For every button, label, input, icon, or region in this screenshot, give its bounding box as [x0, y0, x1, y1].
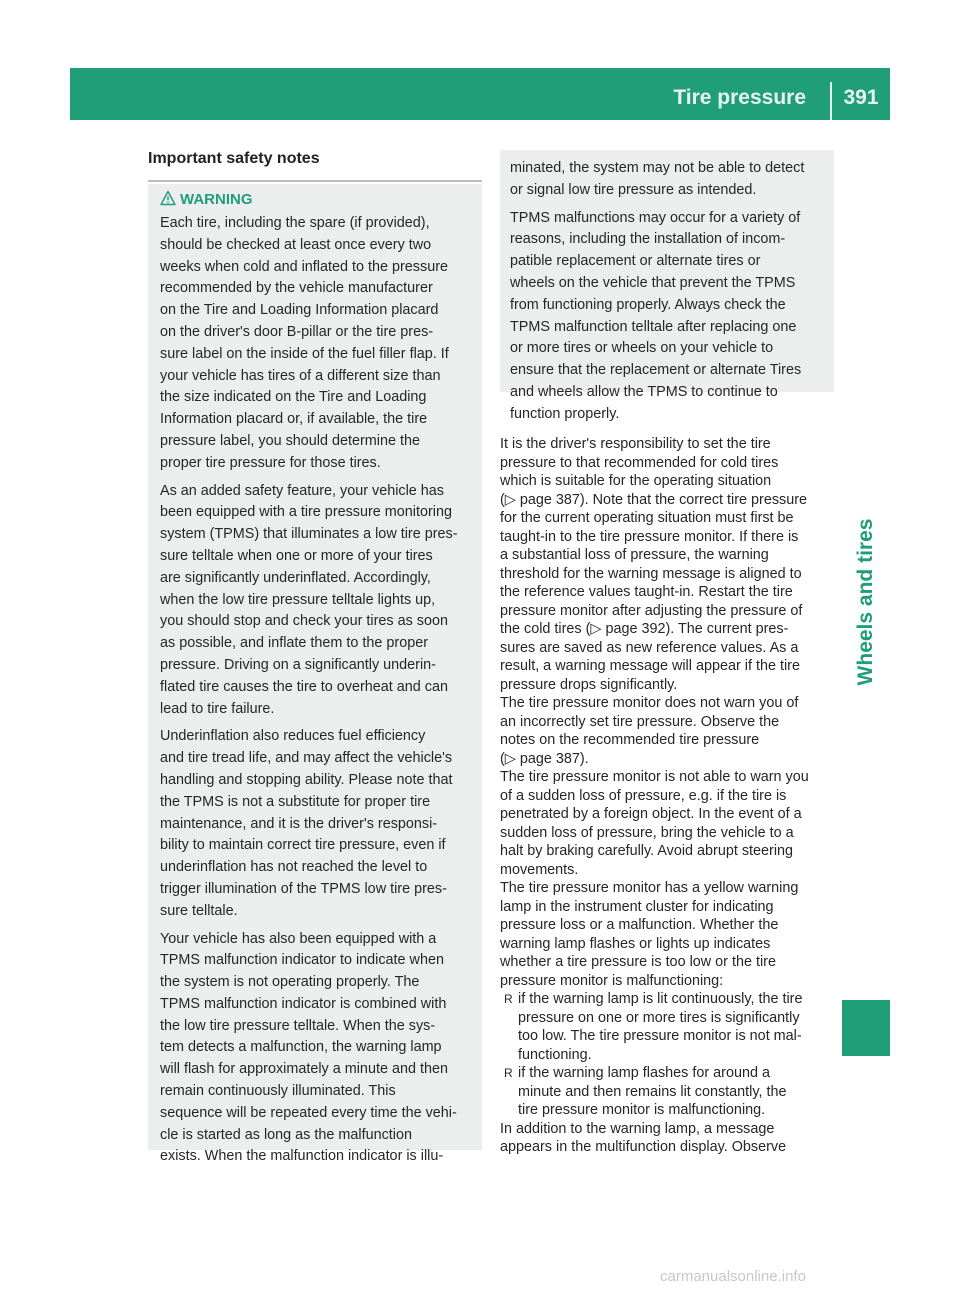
body-line: penetrated by a foreign object. In the event of a: [500, 806, 802, 822]
warning-line: maintenance, and it is the driver's responsi-: [160, 815, 438, 832]
body-line: pressure loss or a malfunction. Whether the: [500, 917, 779, 933]
warning-text: [160, 213, 476, 1168]
warning-line: TPMS malfunctions may occur for a variety of: [510, 209, 801, 226]
body-line: pressure monitor is malfunctioning:: [500, 972, 724, 989]
body-line: of a sudden loss of pressure, e.g. if the tire is: [500, 787, 787, 804]
side-tab-marker: [842, 1000, 890, 1056]
list-item-line: [500, 1064, 834, 1083]
warning-line: lead to tire failure.: [160, 700, 275, 717]
list-item-text: if the warning lamp is lit continuously, the tire: [518, 991, 803, 1007]
warning-line: sure telltale.: [160, 902, 238, 919]
list-item-line: [500, 1046, 834, 1065]
body-line: movements.: [500, 861, 579, 878]
warning-line: or signal low tire pressure as intended.: [510, 181, 757, 198]
warning-line: you should stop and check your tires as soon: [160, 613, 448, 630]
warning-line: function properly.: [510, 405, 620, 422]
warning-line: are significantly underinflated. Accordingly,: [160, 569, 431, 586]
body-line: (▷ page 387). Note that the correct tire pressure: [500, 491, 808, 508]
warning-line: and wheels allow the TPMS to continue to: [510, 383, 778, 400]
warning-line: underinflation has not reached the level to: [160, 859, 428, 876]
body-line: pressure to that recommended for cold tires: [500, 454, 779, 471]
warning-line: wheels on the vehicle that prevent the TPMS: [510, 274, 796, 291]
warning-line: patible replacement or alternate tires or: [510, 253, 761, 270]
warning-line: Information placard or, if available, the tire: [160, 411, 428, 428]
body-line: whether a tire pressure is too low or the tire: [500, 954, 776, 970]
body-line: notes on the recommended tire pressure: [500, 732, 760, 748]
body-line: It is the driver's responsibility to set the tire: [500, 436, 771, 452]
body-line: sures are saved as new reference values. As a: [500, 639, 799, 656]
warning-line: flated tire causes the tire to overheat and can: [160, 678, 448, 695]
warning-line: Each tire, including the spare (if provided),: [160, 215, 430, 231]
warning-line: pressure label, you should determine the: [160, 432, 420, 449]
body-line: In addition to the warning lamp, a message: [500, 1120, 775, 1137]
warning-line: the system is not operating properly. The: [160, 974, 420, 991]
body-line: The tire pressure monitor has a yellow warning: [500, 880, 799, 896]
warning-line: the size indicated on the Tire and Loading: [160, 389, 427, 406]
body-line: the cold tires (▷ page 392). The current pres-: [500, 621, 789, 637]
warning-line: recommended by the vehicle manufacturer: [160, 280, 433, 297]
body-line: pressure monitor after adjusting the pressure of: [500, 602, 803, 619]
body-line: The tire pressure monitor does not warn you of: [500, 695, 799, 711]
warning-line: sequence will be repeated every time the vehi-: [160, 1104, 457, 1121]
body-line: warning lamp flashes or lights up indicates: [500, 935, 771, 952]
warning-line: the low tire pressure telltale. When the sys-: [160, 1017, 436, 1034]
body-line: for the current operating situation must first be: [500, 510, 794, 526]
list-item-line: [500, 1101, 834, 1120]
body-line: The tire pressure monitor is not able to warn you: [500, 769, 809, 785]
warning-line: handling and stopping ability. Please note that: [160, 771, 453, 788]
warning-line: reasons, including the installation of incom-: [510, 231, 786, 248]
side-tab-label: Wheels and tires: [854, 518, 877, 686]
list-item-text: tire pressure monitor is malfunctioning.: [518, 1102, 766, 1118]
warning-line: As an added safety feature, your vehicle has: [160, 482, 444, 499]
warning-heading-text: WARNING: [180, 191, 253, 208]
body-text: [500, 435, 834, 1157]
warning-line: trigger illumination of the TPMS low tire pres-: [160, 880, 447, 897]
warning-line: system (TPMS) that illuminates a low tire pres-: [160, 526, 458, 543]
warning-line: pressure. Driving on a significantly underin-: [160, 656, 436, 673]
warning-line: weeks when cold and inflated to the pressure: [160, 258, 448, 275]
warning-line: from functioning properly. Always check the: [510, 296, 786, 313]
warning-line: Underinflation also reduces fuel efficiency: [160, 728, 426, 745]
warning-line: sure telltale when one or more of your tires: [160, 547, 433, 564]
warning-line: ensure that the replacement or alternate Tires: [510, 362, 802, 379]
warning-line: been equipped with a tire pressure monitoring: [160, 504, 452, 521]
header-title: Tire pressure: [673, 86, 806, 109]
list-item-text: functioning.: [518, 1046, 592, 1063]
warning-line: and tire tread life, and may affect the vehicle's: [160, 750, 453, 767]
warning-line: as possible, and inflate them to the proper: [160, 635, 428, 652]
list-item-line: [500, 990, 834, 1009]
list-item-line: [500, 1027, 834, 1046]
list-item-text: too low. The tire pressure monitor is not mal-: [518, 1028, 802, 1044]
list-item-text: minute and then remains lit constantly, the: [518, 1083, 787, 1100]
body-line: a substantial loss of pressure, the warning: [500, 547, 769, 563]
warning-line: or more tires or wheels on your vehicle to: [510, 340, 774, 357]
warning-line: when the low tire pressure telltale lights up,: [160, 591, 436, 608]
warning-line: on the driver's door B-pillar or the tire pres-: [160, 323, 434, 340]
warning-line: minated, the system may not be able to detect: [510, 160, 805, 176]
body-line: threshold for the warning message is aligned to: [500, 565, 802, 582]
warning-line: should be checked at least once every two: [160, 236, 432, 253]
warning-line: TPMS malfunction telltale after replacing one: [510, 318, 797, 335]
page-number: 391: [843, 86, 879, 109]
body-line: appears in the multifunction display. Observe: [500, 1139, 787, 1155]
warning-line: bility to maintain correct tire pressure, even if: [160, 837, 446, 854]
body-line: which is suitable for the operating situation: [500, 473, 772, 489]
section-title: Important safety notes: [148, 150, 482, 182]
body-line: halt by braking carefully. Avoid abrupt steering: [500, 843, 794, 859]
watermark: carmanualsonline.info: [660, 1268, 806, 1285]
body-line: the reference values taught-in. Restart the tire: [500, 584, 793, 600]
body-line: lamp in the instrument cluster for indicating: [500, 898, 774, 915]
bullet-marker: R: [504, 992, 513, 1006]
warning-line: sure label on the inside of the fuel filler flap. If: [160, 345, 449, 362]
body-line: pressure drops significantly.: [500, 676, 678, 693]
body-line: an incorrectly set tire pressure. Observe the: [500, 713, 780, 730]
list-item-line: [500, 1009, 834, 1028]
list-item-line: [500, 1083, 834, 1102]
warning-text-continued: [510, 158, 830, 426]
header-bar: [70, 68, 890, 120]
body-line: taught-in to the tire pressure monitor. If there is: [500, 528, 799, 545]
warning-line: on the Tire and Loading Information placard: [160, 302, 439, 319]
list-item-text: pressure on one or more tires is significantly: [518, 1009, 800, 1026]
list-item-text: if the warning lamp flashes for around a: [518, 1065, 770, 1081]
warning-heading: [160, 188, 253, 212]
side-tab: [842, 518, 890, 686]
warning-line: TPMS malfunction indicator to indicate when: [160, 952, 444, 969]
bullet-marker: R: [504, 1066, 513, 1080]
warning-line: Your vehicle has also been equipped with a: [160, 930, 437, 947]
warning-line: remain continuously illuminated. This: [160, 1083, 396, 1100]
warning-line: proper tire pressure for those tires.: [160, 454, 381, 471]
body-line: result, a warning message will appear if the tire: [500, 658, 800, 674]
warning-line: exists. When the malfunction indicator is illu-: [160, 1148, 444, 1165]
warning-line: TPMS malfunction indicator is combined with: [160, 995, 447, 1012]
body-line: sudden loss of pressure, bring the vehicle to a: [500, 824, 794, 841]
warning-line: cle is started as long as the malfunction: [160, 1126, 412, 1143]
warning-triangle-icon: [160, 190, 176, 206]
warning-line: will flash for approximately a minute and then: [160, 1061, 448, 1078]
warning-line: tem detects a malfunction, the warning lamp: [160, 1039, 442, 1056]
warning-line: your vehicle has tires of a different size than: [160, 367, 441, 384]
warning-line: the TPMS is not a substitute for proper tire: [160, 793, 431, 810]
body-line: (▷ page 387).: [500, 750, 589, 767]
